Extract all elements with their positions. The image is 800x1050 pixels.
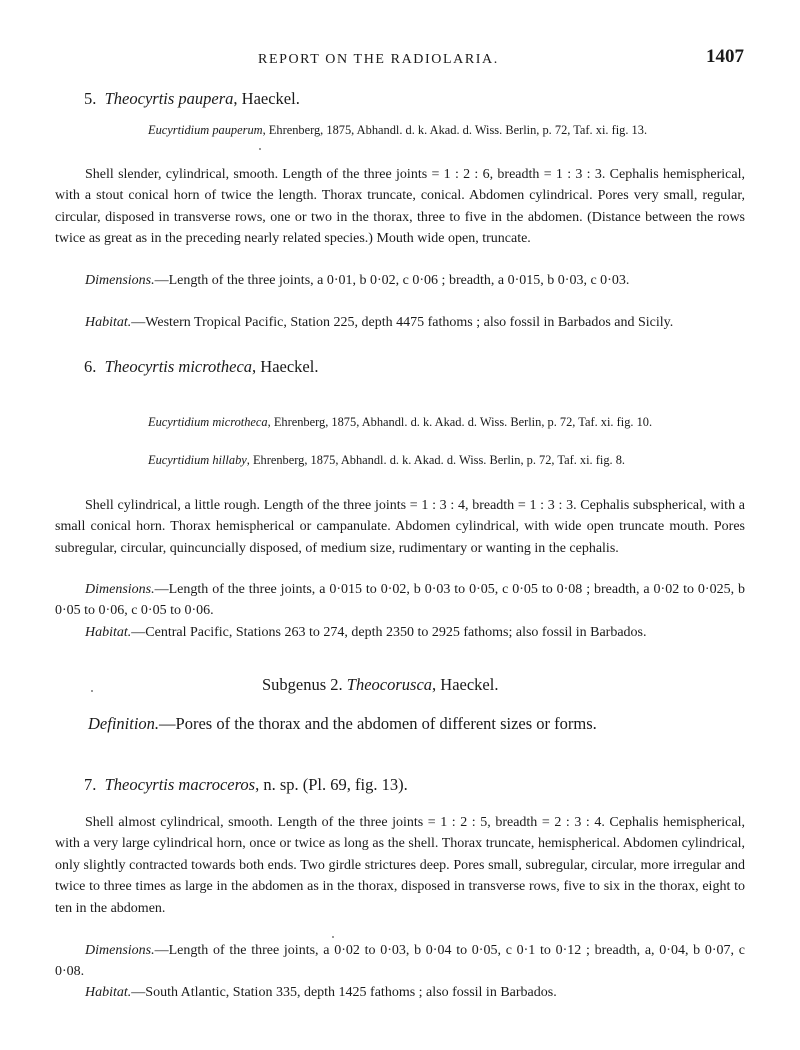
dimensions-label: Dimensions.: [85, 943, 155, 958]
dimensions-text: —Length of the three joints, a 0·02 to 0·03, b 0·04 to 0·05, c 0·1 to 0·12 ; breadth, a, 0·04, b 0·07, c 0·08.: [55, 943, 745, 980]
synonym-name: Eucyrtidium pauperum: [148, 123, 263, 137]
species-description: [55, 495, 745, 559]
synonym-citation: [148, 451, 744, 469]
definition-label: Definition.: [88, 714, 160, 733]
dimensions-label: Dimensions.: [85, 582, 155, 597]
scan-speck: [332, 936, 334, 938]
subgenus-heading: [262, 675, 498, 695]
page-number: 1407: [706, 46, 744, 67]
species-heading-6: [84, 356, 318, 378]
species-heading-7: [84, 774, 408, 796]
species-name: Theocyrtis macroceros: [104, 775, 256, 794]
synonym-reference: , Ehrenberg, 1875, Abhandl. d. k. Akad. d. Wiss. Berlin, p. 72, Taf. xi. fig. 10.: [267, 415, 653, 429]
subgenus-name: Theocorusca: [346, 675, 433, 694]
subgenus-prefix: Subgenus 2.: [262, 675, 347, 694]
synonym-name: Eucyrtidium microtheca: [148, 415, 268, 429]
description-text: Shell almost cylindrical, smooth. Length of the three joints = 1 : 2 : 5, breadth = 2 : 3 : 4. Cephalis hemispherical, with a very large cylindrical horn, once or twice as long as the shell. Thorax truncate, hemispherical. Abdomen cylindrical, only slightly contracted towards both ends. Two girdle strictures deep. Pores small, subregular, circular, more irregular and twice to three times as large in the abdomen as in the thorax, disposed in transverse rows, five to six in the thorax, eight to ten in the abdomen.: [55, 815, 745, 916]
dimensions-paragraph: [55, 579, 745, 622]
dimensions-label: Dimensions.: [85, 273, 155, 288]
synonym-citation: [148, 413, 744, 431]
synonym-reference: , Ehrenberg, 1875, Abhandl. d. k. Akad. d. Wiss. Berlin, p. 72, Taf. xi. fig. 13.: [262, 123, 648, 137]
species-name: Theocyrtis microtheca: [104, 357, 253, 376]
dimensions-text: —Length of the three joints, a 0·01, b 0·02, c 0·06 ; breadth, a 0·015, b 0·03, c 0·03.: [154, 273, 630, 288]
synonym-reference: , Ehrenberg, 1875, Abhandl. d. k. Akad. d. Wiss. Berlin, p. 72, Taf. xi. fig. 8.: [246, 453, 625, 467]
dimensions-text: —Length of the three joints, a 0·015 to 0·02, b 0·03 to 0·05, c 0·05 to 0·08 ; breadth, a 0·02 to 0·025, b 0·05 to 0·06, c 0·05 to 0·06.: [55, 582, 745, 619]
species-name: Theocyrtis paupera: [104, 89, 234, 108]
definition-text: —Pores of the thorax and the abdomen of different sizes or forms.: [159, 714, 597, 733]
habitat-text: —Western Tropical Pacific, Station 225, depth 4475 fathoms ; also fossil in Barbados and Sicily.: [131, 315, 674, 330]
species-number: 5.: [84, 89, 97, 108]
dimensions-paragraph: [55, 940, 745, 983]
species-heading-5: [84, 88, 300, 110]
species-author: , Haeckel.: [233, 89, 300, 108]
scan-speck: [91, 690, 93, 692]
habitat-text: —South Atlantic, Station 335, depth 1425 fathoms ; also fossil in Barbados.: [131, 985, 557, 1000]
synonym-name: Eucyrtidium hillaby: [148, 453, 247, 467]
description-text: Shell cylindrical, a little rough. Length of the three joints = 1 : 3 : 4, breadth = 1 : 3 : 3. Cephalis subspherical, with a small conical horn. Thorax hemispherical or campanulate. Abdomen cylindrical, with wide open truncate mouth. Pores subregular, circular, quincuncially disposed, of medium size, rudimentary or wanting in the cephalis.: [55, 498, 745, 556]
habitat-label: Habitat.: [85, 625, 132, 640]
synonym-citation: [148, 121, 744, 139]
running-header: [0, 44, 800, 74]
habitat-paragraph: [55, 312, 745, 333]
running-title: REPORT ON THE RADIOLARIA.: [258, 52, 499, 67]
habitat-label: Habitat.: [85, 315, 132, 330]
description-text: Shell slender, cylindrical, smooth. Length of the three joints = 1 : 2 : 6, breadth = 1 : 3 : 3. Cephalis hemispherical, with a stout conical horn of twice the length. Thorax truncate, conical. Abdomen cylindrical. Pores very small, regular, circular, disposed in transverse rows, one or two in the thorax, three to five in the abdomen. (Distance between the rows twice as great as in the preceding nearly related species.) Mouth wide open, truncate.: [55, 167, 745, 247]
habitat-paragraph: [55, 982, 745, 1003]
species-number: 6.: [84, 357, 97, 376]
species-description: [55, 812, 745, 919]
species-description: [55, 164, 745, 250]
habitat-label: Habitat.: [85, 985, 132, 1000]
habitat-text: —Central Pacific, Stations 263 to 274, depth 2350 to 2925 fathoms; also fossil in Barbados.: [131, 625, 647, 640]
species-author: , Haeckel.: [252, 357, 319, 376]
species-author: , n. sp. (Pl. 69, fig. 13).: [255, 775, 408, 794]
habitat-paragraph: [55, 622, 745, 643]
dimensions-paragraph: [55, 270, 745, 291]
subgenus-author: , Haeckel.: [432, 675, 499, 694]
subgenus-definition: [88, 714, 597, 734]
species-number: 7.: [84, 775, 97, 794]
scan-speck: [259, 148, 261, 150]
